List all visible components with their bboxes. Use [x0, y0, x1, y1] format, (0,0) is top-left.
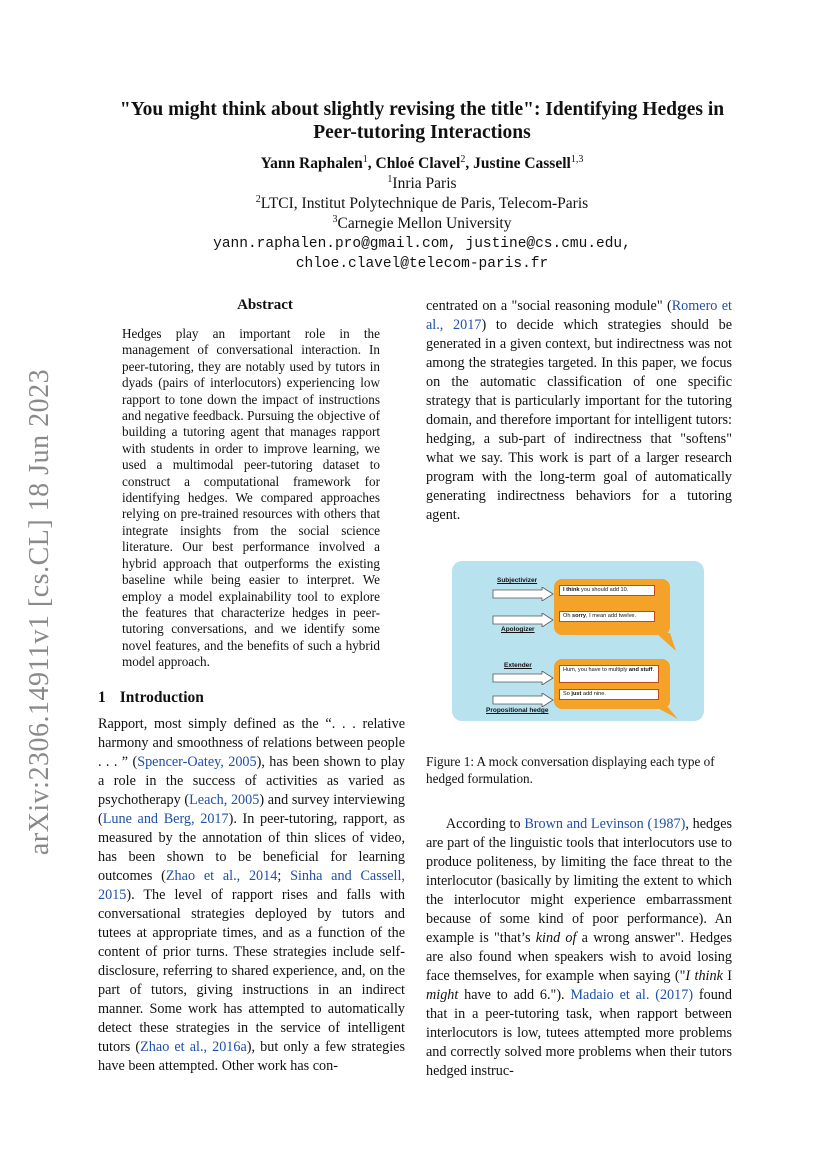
bubble-2-line-1-rest: . [652, 667, 655, 673]
right-top-text-1: centrated on a "social reasoning module" ( [426, 298, 672, 314]
speech-bubble-2 [554, 659, 670, 709]
bubble-1-line-2-pre: Oh [563, 613, 573, 619]
bubble-1-line-1-rest: you should add 10. [579, 587, 629, 593]
arrow-propositional [492, 693, 554, 707]
citation-spencer-oatey[interactable]: Spencer-Oatey, 2005 [137, 754, 257, 770]
author-2: Chloé Clavel [375, 155, 461, 172]
bubble-2-line-2-rest: add nine. [581, 691, 606, 697]
abstract-text: Hedges play an important role in the management of conversational interaction. In peer-tutoring, they are notably used by tutors in dyads (pairs of interlocutors) experiencing low rapport to tone down the impact of instructions and negative feedback. Pursuing the objective of building a tutoring agent that manages rapport with students in order to improve learning, we used a multimodal peer-tutoring dataset to construct a computational framework for identifying hedges. We compared approaches relying on pre-trained resources with others that integrate insights from the social science literature. Our best performance involved a hybrid approach that outperforms the existing baseline while being easier to interpret. We employ a model explainability tool to explore the features that characterize hedges in peer-tutoring conversations, and we identify some novel features, and the benefits of such a hybrid model approach. [122, 326, 380, 670]
speech-bubble-1 [554, 579, 670, 635]
intro-text-1: Rapport, most simply defined as the “. . . relative harmony and smoothness of relations between people . . . ” ( [98, 716, 405, 770]
affiliation-3 [90, 214, 754, 234]
bubble-1-line-2-bold: sorry [572, 613, 587, 619]
label-subjectivizer: Subjectivizer [497, 577, 538, 584]
arrow-extender [492, 671, 554, 685]
label-extender: Extender [504, 662, 532, 669]
affiliation-3-text: Carnegie Mellon University [337, 215, 512, 232]
intro-text-4: ). In peer-tutoring, rapport, as measured by the annotation of thin slices of video, has been shown to be beneficial for learning outcomes ( [98, 811, 406, 884]
bubble-2-line-1-pre: Hum, you have to multiply [563, 667, 629, 673]
arxiv-stamp-text: arXiv:2306.14911v1 [cs.CL] 18 Jun 2023 [24, 368, 56, 856]
section-number: 1 [98, 689, 106, 706]
intro-paragraph [98, 715, 405, 1076]
title-line-2: Peer-tutoring Interactions [313, 122, 531, 143]
citation-madaio[interactable]: Madaio et al. (2017) [570, 987, 694, 1003]
citation-zhao-2016a[interactable]: Zhao et al., 2016a [140, 1039, 247, 1055]
right-bottom-text-4: I [722, 968, 732, 984]
bubble-1-line-2-rest: , I mean add twelve. [586, 613, 637, 619]
right-bottom-text-5: have to add 6."). [458, 987, 571, 1003]
citation-lune-berg[interactable]: Lune and Berg, 2017 [102, 811, 229, 827]
paper-title [90, 98, 754, 144]
bubble-2-line-2 [559, 689, 659, 700]
right-top-text-2: ) to decide which strategies should be generated in a given context, but indirectness was not among the strategies targeted. In this paper, we focus on the automatic classification of one specific strategy that is particularly important for the tutoring domain, and therefore important for intelligent tutors: hedging, a sub-part of indirectness that "softens" what we say. This work is part of a larger research program with the long-term goal of automatically generating indirectness behaviors for a tutoring agent. [426, 317, 732, 523]
bubble-1-line-1 [559, 585, 655, 596]
author-1: Yann Raphalen [260, 155, 363, 172]
author-names: Yann Raphalen$^1$, Chloé Clavel$^2$, Justine Cassell$^{1,3}$ [260, 153, 584, 172]
right-bottom-text-2: , hedges are part of the linguistic tools that interlocutors use to produce politeness, by limiting the face threat to the interlocutor (basically by limiting the extent to which the interlocutor might experience embarrassment because of some kind of poor performance). An example is "that’s [426, 816, 733, 946]
citation-zhao-2014[interactable]: Zhao et al., 2014 [165, 868, 278, 884]
author-2-sup: 2 [460, 153, 466, 165]
citation-sinha-cassell[interactable]: Sinha and Cassell, 2015 [98, 868, 405, 903]
bubble-2-line-2-pre: So [563, 691, 572, 697]
bubble-2-line-1 [559, 665, 659, 683]
bubble-2-line-2-bold: just [571, 691, 582, 697]
right-bottom-paragraph [426, 815, 732, 1081]
right-bottom-text-6: found that in a peer-tutoring task, when rapport between interlocutors is low, tutees attempted more problems and correctly solved more problems when their tutors hedged instruc- [426, 987, 732, 1079]
email-line-2[interactable]: chloe.clavel@telecom-paris.fr [295, 256, 549, 272]
intro-text-7: ), but only a few strategies have been attempted. Other work has con- [98, 1039, 405, 1074]
label-apologizer: Apologizer [501, 626, 535, 633]
figure-caption: Figure 1: A mock conversation displaying each type of hedged formulation. [426, 754, 715, 786]
bubble-2-line-1-bold: and stuff [628, 667, 653, 673]
abstract-heading: Abstract [237, 297, 293, 313]
label-propositional-hedge: Propositional hedge [486, 707, 549, 714]
author-1-sup: 1 [362, 153, 368, 165]
affiliation-1-text: Inria Paris [392, 175, 457, 192]
section-heading [98, 689, 204, 707]
arrow-subjectivizer [492, 587, 554, 601]
affiliation-1 [90, 174, 754, 194]
author-3: Justine Cassell [473, 155, 571, 172]
right-top-paragraph [426, 297, 732, 525]
right-bottom-text-1: According to [445, 816, 525, 832]
italic-i-think: I think [685, 968, 723, 984]
affiliation-2 [90, 194, 754, 214]
bubble-1-line-1-bold: I think [563, 587, 580, 593]
figure-1 [452, 561, 704, 721]
italic-kind-of: kind of [535, 930, 577, 946]
affiliation-3-sup: 3 [332, 213, 338, 225]
bubble-2-tail [652, 705, 680, 721]
author-3-sup: 1,3 [570, 153, 584, 165]
citation-romero[interactable]: Romero et al., 2017 [426, 298, 732, 333]
citation-brown-levinson[interactable]: Brown and Levinson (1987) [524, 816, 686, 832]
intro-text-5: ; [277, 868, 291, 884]
affiliation-2-sup: 2 [255, 193, 261, 205]
intro-text-2: ), has been shown to play a role in the success of activities as varied as psychotherapy ( [98, 754, 405, 808]
email-line-1[interactable]: yann.raphalen.pro@gmail.com, justine@cs.cmu.edu, [213, 236, 631, 252]
italic-might: might [426, 987, 459, 1003]
section-title: Introduction [119, 689, 204, 706]
affiliation-2-text: LTCI, Institut Polytechnique de Paris, Telecom-Paris [260, 195, 589, 212]
arrow-apologizer [492, 613, 554, 627]
author-block [90, 154, 754, 274]
right-bottom-text-3: a wrong answer". Hedges are also found when speakers wish to avoid losing face themselves, for example when saying (" [426, 930, 732, 984]
title-line-1: "You might think about slightly revising the title": Identifying Hedges in [119, 99, 725, 120]
arxiv-stamp [20, 368, 60, 856]
intro-text-3: ) and survey interviewing ( [98, 792, 405, 827]
citation-leach[interactable]: Leach, 2005 [189, 792, 260, 808]
bubble-1-tail [656, 633, 678, 653]
affiliation-1-sup: 1 [387, 173, 393, 185]
intro-text-6: ). The level of rapport rises and falls with conversational strategies deployed by tutors and tutees at appropriate times, and as a function of the content of prior turns. These strategies include self-disclosure, referring to shared experience, and, on the part of tutors, giving instructions in an indirect manner. Some work has attempted to automatically detect these strategies in the service of intelligent tutors ( [98, 887, 405, 1055]
bubble-1-line-2 [559, 611, 655, 622]
